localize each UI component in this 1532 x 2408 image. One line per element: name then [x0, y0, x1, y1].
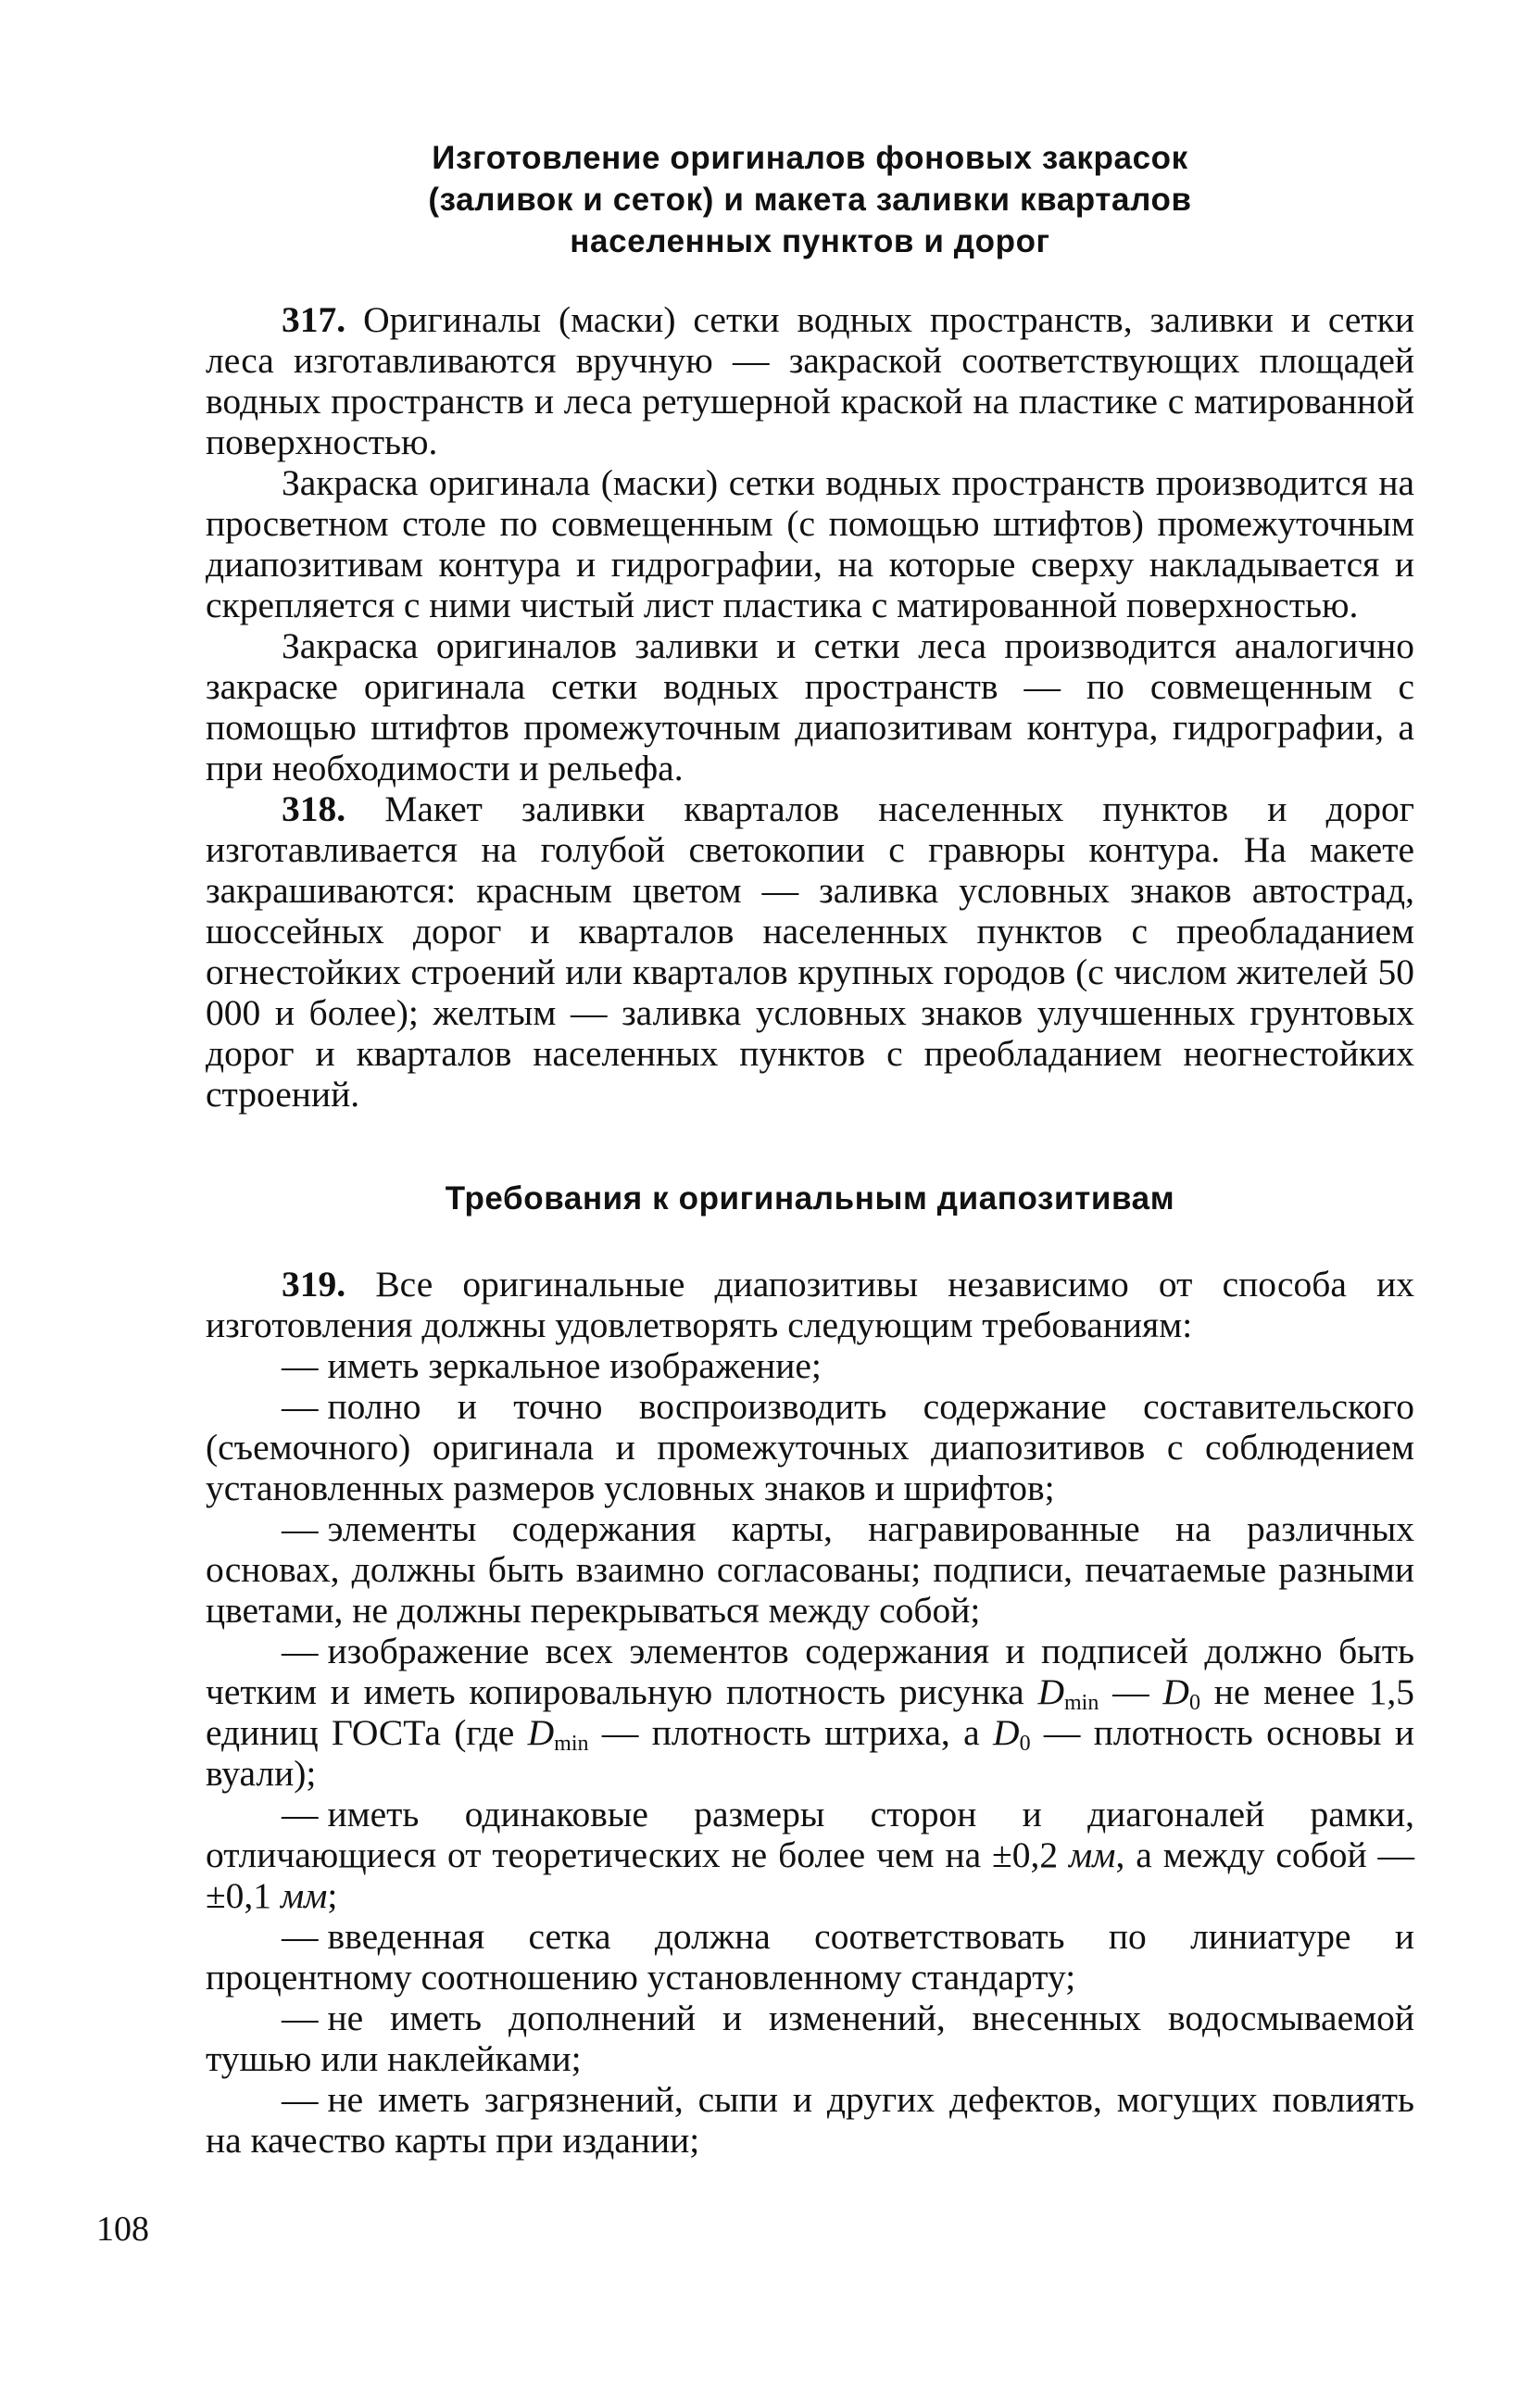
list-item-text: иметь одинаковые размеры сторон и диагоналей рамки, отличающиеся от теоретических не более чем на ±0,2 — [206, 1794, 1414, 1875]
paragraph-317 — [206, 299, 1414, 462]
list-item-text: не менее 1,5 единиц ГОСТа (где — [206, 1671, 1415, 1753]
paragraph-number: 317. — [282, 299, 346, 340]
dash-marker: — — [282, 1508, 319, 1549]
paragraph-text: Оригиналы (маски) сетки водных пространств, заливки и сетки леса изготавливаются вручную — закраской соответствующих площадей водных пространств и леса ретушерной краской на пластике с матированной поверхностью. — [206, 299, 1414, 462]
heading-line: населенных пунктов и дорог — [570, 223, 1050, 259]
list-item-frame-tolerance — [206, 1794, 1414, 1916]
dash-marker: — — [282, 2079, 319, 2120]
text-column — [206, 130, 1414, 2161]
dash-marker: — — [282, 1794, 319, 1834]
formula-dash: — — [1099, 1671, 1163, 1712]
paragraph-319 — [206, 1264, 1414, 1345]
list-item-text: элементы содержания карты, награвированные на различных основах, должны быть взаимно согласованы; подписи, печатаемые разными цветами, не должны перекрываться между собой; — [206, 1508, 1414, 1631]
paragraph-317-c: Закраска оригиналов заливки и сетки леса производится аналогично закраске оригинала сетки водных пространств — по совмещенным с помощью штифтов промежуточным диапозитивам контура, гидрографии, а при необходимости и рельефа. — [206, 625, 1414, 788]
list-item — [206, 2079, 1414, 2161]
list-item-text: полно и точно воспроизводить содержание составительского (съемочного) оригинала и промежуточных диапозитивов с соблюдением установленных размеров условных знаков и шрифтов; — [206, 1386, 1414, 1508]
paragraph-text: Макет заливки кварталов населенных пунктов и дорог изготавливается на голубой светокопии с гравюры контура. На макете закрашиваются: красным цветом — заливка условных знаков автострад, шоссейных дорог и кварталов населенных пунктов с преобладанием огнестойких строений или кварталов крупных городов (с числом жителей 50 000 и более); желтым — заливка условных знаков улучшенных грунтовых дорог и кварталов населенных пунктов с преобладанием неогнестойких строений. — [206, 788, 1414, 1115]
section-heading-requirements: Требования к оригинальным диапозитивам — [445, 1180, 1175, 1217]
list-item — [206, 1508, 1414, 1631]
list-item-text: ; — [327, 1875, 338, 1916]
list-item — [206, 1916, 1414, 1998]
unit-mm: мм — [280, 1875, 328, 1916]
list-item-text: иметь зеркальное изображение; — [327, 1345, 822, 1386]
dash-marker: — — [282, 1631, 319, 1671]
list-item-text: — плотность штриха, а — [588, 1712, 994, 1753]
symbol-d: D — [527, 1712, 555, 1753]
list-item-text: не иметь загрязнений, сыпи и других дефектов, могущих повлиять на качество карты при издании; — [206, 2079, 1414, 2161]
list-item-text: не иметь дополнений и изменений, внесенных водосмываемой тушью или наклейками; — [206, 1998, 1414, 2079]
paragraph-text: Все оригинальные диапозитивы независимо от способа их изготовления должны удовлетворять следующим требованиям: — [206, 1264, 1415, 1345]
list-item-text: введенная сетка должна соответствовать по линиатуре и процентному соотношению установленному стандарту; — [206, 1916, 1414, 1998]
subscript-min: min — [554, 1732, 589, 1756]
page-number: 108 — [96, 2210, 149, 2249]
paragraph-number: 319. — [282, 1264, 346, 1305]
heading-line: (заливок и сеток) и макета заливки кварталов — [428, 182, 1192, 218]
list-item — [206, 1345, 1414, 1386]
subscript-min: min — [1064, 1691, 1099, 1715]
subscript-zero: 0 — [1019, 1732, 1031, 1756]
heading-line: Изготовление оригиналов фоновых закрасок — [432, 140, 1188, 176]
symbol-d: D — [1162, 1671, 1189, 1712]
list-item — [206, 1386, 1414, 1508]
dash-marker: — — [282, 1998, 319, 2038]
list-item-text: , а между собой — ±0,1 — [206, 1834, 1415, 1916]
unit-mm: мм — [1069, 1834, 1116, 1875]
list-item-text: изображение всех элементов содержания и подписей должно быть четким и иметь копировальную плотность рисунка — [206, 1631, 1414, 1712]
dash-marker: — — [282, 1345, 319, 1386]
dash-marker: — — [282, 1916, 319, 1957]
paragraph-number: 318. — [282, 788, 346, 829]
list-item-density — [206, 1631, 1414, 1794]
subscript-zero: 0 — [1188, 1691, 1200, 1715]
list-item-text: — плотность основы и вуали); — [206, 1712, 1414, 1794]
symbol-d: D — [993, 1712, 1020, 1753]
paragraph-318 — [206, 788, 1414, 1115]
section-heading-originals — [206, 137, 1414, 262]
dash-marker: — — [282, 1386, 319, 1427]
symbol-d: D — [1037, 1671, 1065, 1712]
list-item — [206, 1998, 1414, 2079]
paragraph-317-b: Закраска оригинала (маски) сетки водных пространств производится на просветном столе по совмещенным (с помощью штифтов) промежуточным диапозитивам контура и гидрографии, на которые сверху накладывается и скрепляется с ними чистый лист пластика с матированной поверхностью. — [206, 462, 1414, 625]
